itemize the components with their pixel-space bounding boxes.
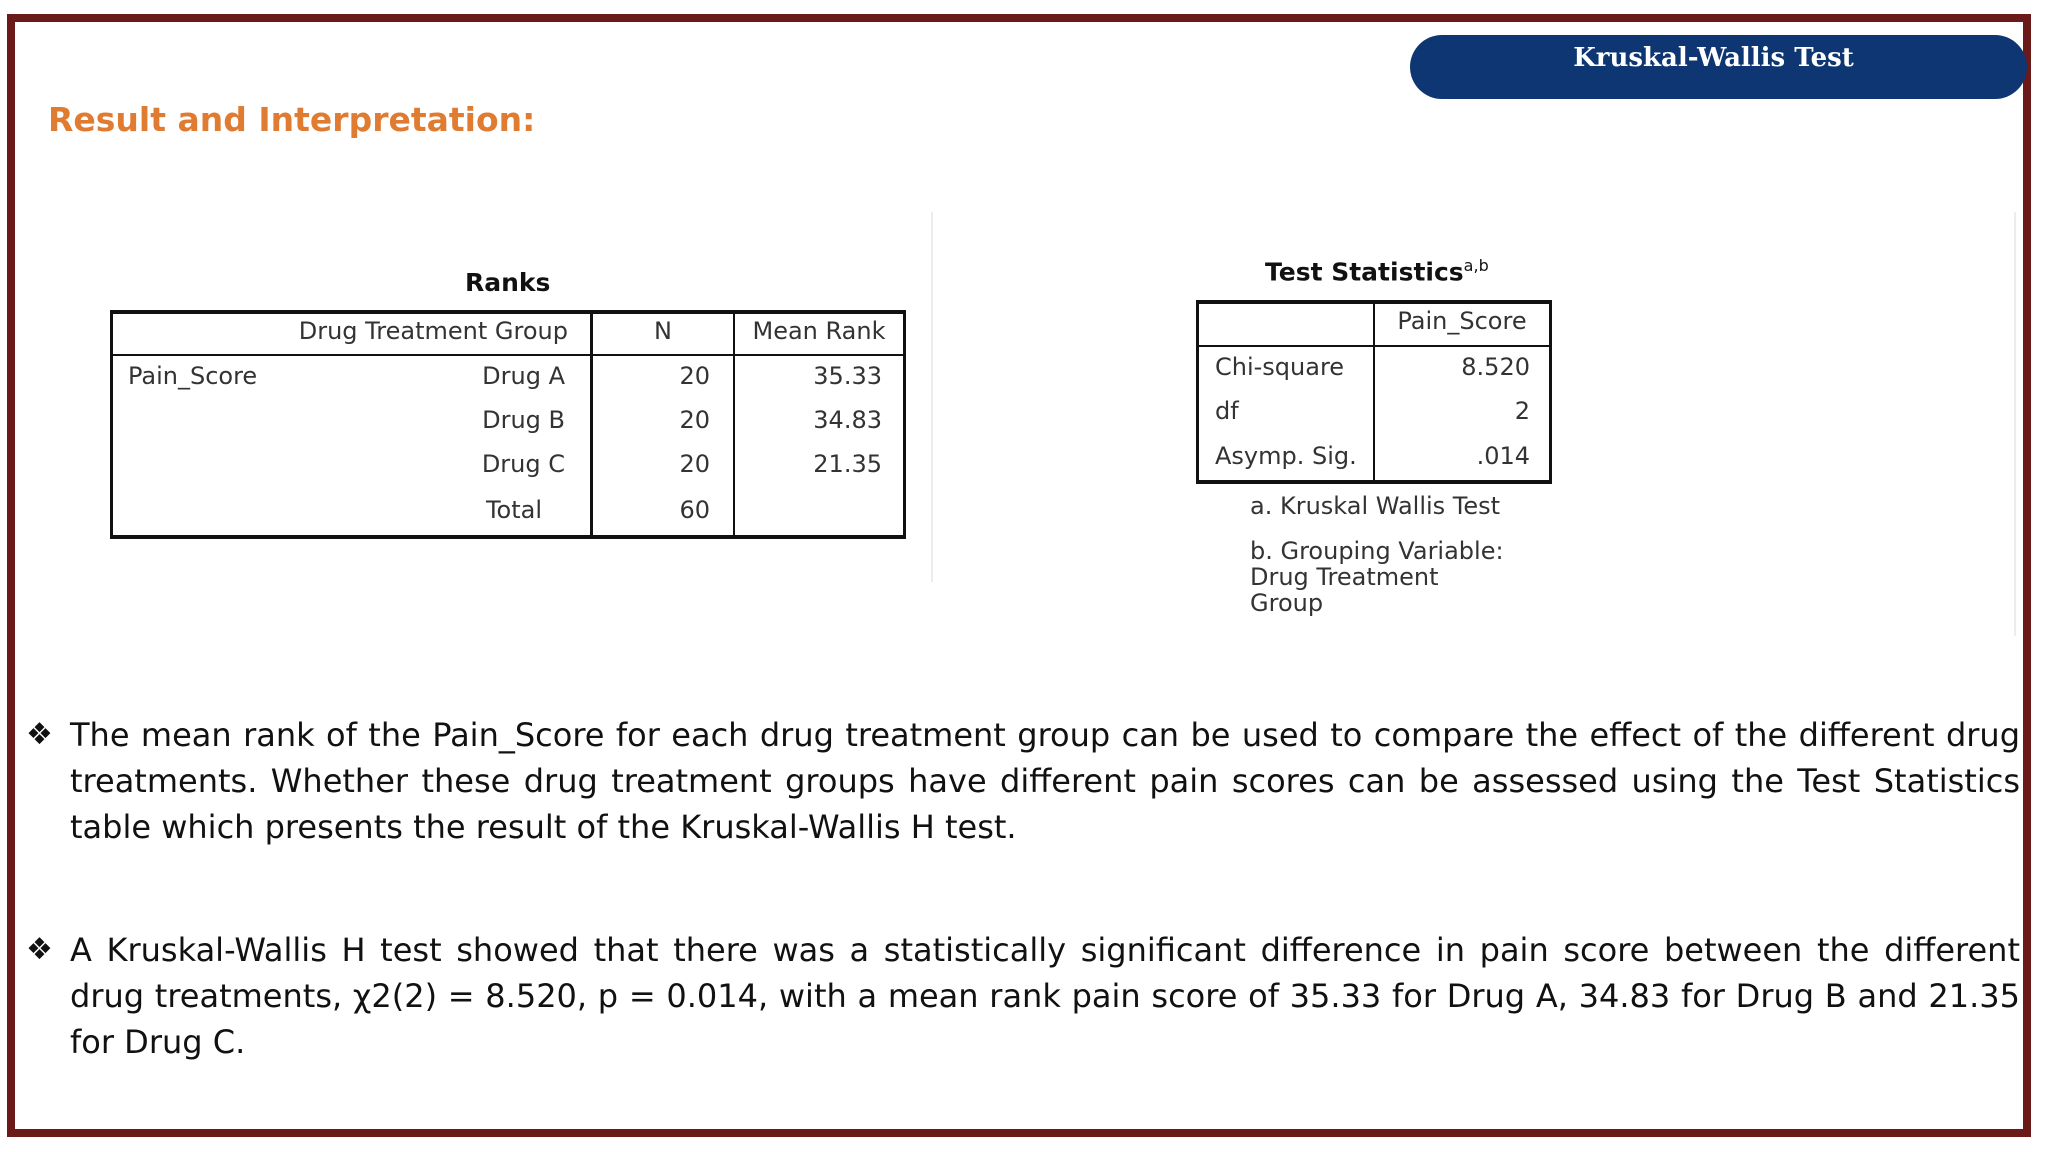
ranks-row-n: 60 <box>679 496 710 524</box>
ranks-row-group: Drug B <box>482 406 565 434</box>
ranks-row-group: Drug C <box>481 450 565 478</box>
ranks-row-mean-rank: 21.35 <box>813 450 882 478</box>
stats-header-rule <box>1199 345 1549 347</box>
four-diamond-icon: ❖ <box>26 932 53 967</box>
divider-line <box>931 212 933 582</box>
stats-row-value: .014 <box>1476 442 1530 470</box>
ranks-row-n: 20 <box>679 406 710 434</box>
section-heading: Result and Interpretation: <box>48 100 536 139</box>
bullet-text: A Kruskal-Wallis H test showed that there was a statistically significant difference in pain score between the different drug treatments, χ2(2) = 8.520, p = 0.014, with a mean rank pain score of 35.33 for Drug A, 34.83 for Drug B and 21.35 for Drug C. <box>70 931 2020 1061</box>
ranks-border-left <box>110 310 113 539</box>
ranks-header-n: N <box>654 317 672 345</box>
ranks-row-label: Pain_Score <box>128 362 258 390</box>
ranks-border-bottom <box>110 535 906 539</box>
right-edge-line <box>2014 212 2016 636</box>
ranks-border-right <box>903 310 906 539</box>
bullet-item <box>22 927 2020 1065</box>
stats-row-label: df <box>1215 397 1239 425</box>
stats-row-value: 8.520 <box>1461 353 1530 381</box>
ranks-border-top <box>110 310 906 314</box>
stats-row-label: Chi-square <box>1215 353 1345 381</box>
bullet-text: The mean rank of the Pain_Score for each drug treatment group can be used to compare the effect of the different drug treatments. Whether these drug treatment groups have different pain scores can be assessed using the Test Statistics table which presents the result of the Kruskal-Wallis H test. <box>70 716 2020 846</box>
ranks-row-mean-rank: 34.83 <box>813 406 882 434</box>
stats-footnote-b <box>1250 538 1504 616</box>
ranks-header-rule <box>113 354 903 356</box>
ranks-row-group: Drug A <box>482 362 565 390</box>
four-diamond-icon: ❖ <box>26 717 53 752</box>
ranks-row-n: 20 <box>679 362 710 390</box>
stats-footnote-b-line: b. Grouping Variable: <box>1250 537 1504 565</box>
stats-footnote-b-line: Group <box>1250 589 1324 617</box>
stats-header-column: Pain_Score <box>1397 307 1527 335</box>
interpretation-bullets <box>22 712 2020 1065</box>
test-stats-title-text: Test Statistics <box>1265 257 1464 287</box>
header-title-pill: Kruskal-Wallis Test <box>1410 35 2027 99</box>
ranks-row-group: Total <box>485 496 542 524</box>
test-stats-title <box>1265 256 1489 286</box>
ranks-header-group: Drug Treatment Group <box>298 317 568 345</box>
bullet-item <box>22 712 2020 850</box>
test-stats-title-sup: a,b <box>1463 256 1489 275</box>
stats-footnote-a: a. Kruskal Wallis Test <box>1250 492 1501 520</box>
ranks-table-title: Ranks <box>465 268 551 297</box>
ranks-row-mean-rank: 35.33 <box>813 362 882 390</box>
ranks-header-mean-rank: Mean Rank <box>752 317 886 345</box>
stats-border-left <box>1196 300 1199 484</box>
stats-row-label: Asymp. Sig. <box>1215 442 1357 470</box>
stats-footnote-b-line: Drug Treatment <box>1250 563 1439 591</box>
ranks-row-n: 20 <box>679 450 710 478</box>
stats-row-value: 2 <box>1514 397 1530 425</box>
stats-border-right <box>1549 300 1552 484</box>
